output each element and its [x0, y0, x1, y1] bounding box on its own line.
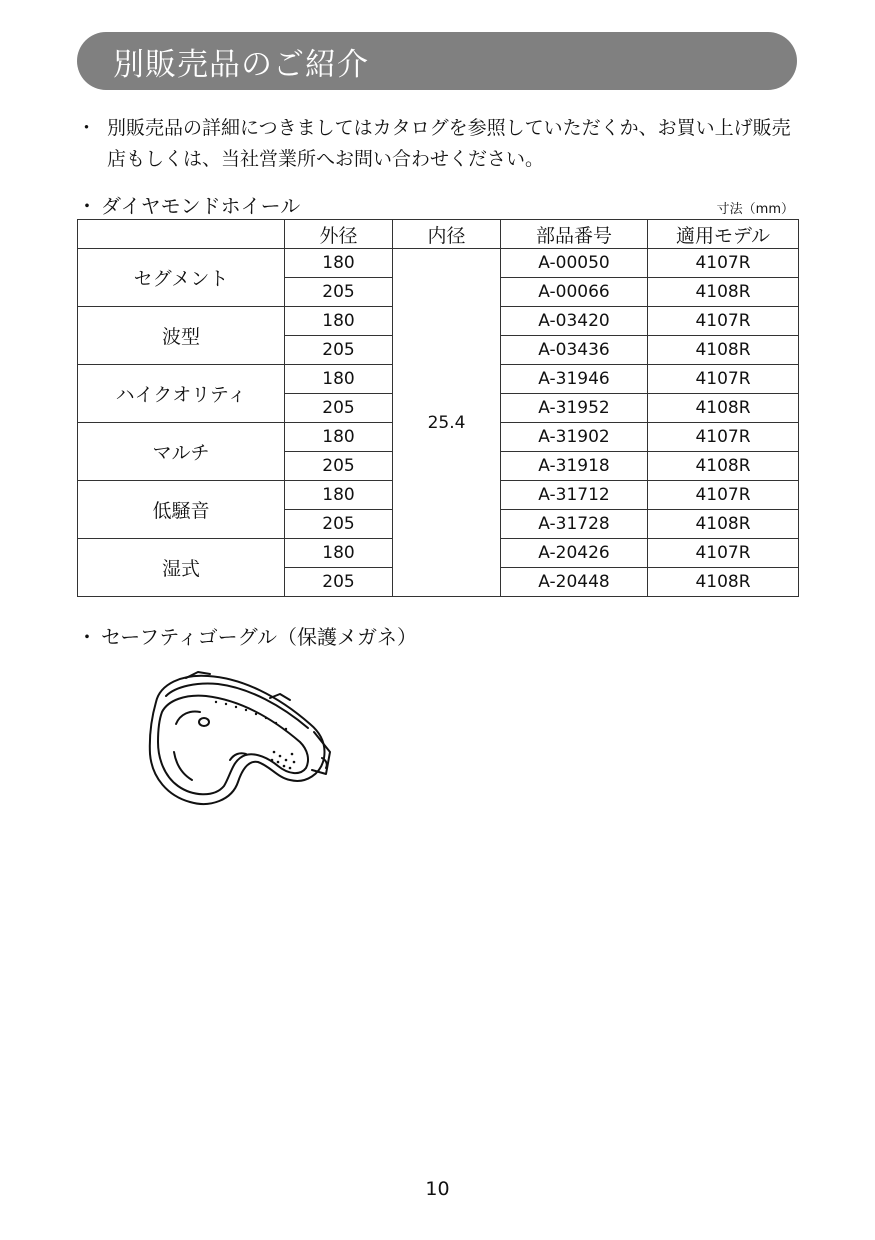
bullet: ・: [77, 117, 97, 139]
model-cell: 4108R: [648, 336, 799, 365]
diamond-wheel-heading: [77, 190, 300, 219]
wheel-type-cell: 湿式: [78, 539, 285, 597]
outer-diameter-cell: 180: [285, 539, 393, 568]
wheel-type-cell: セグメント: [78, 249, 285, 307]
intro-note: [77, 113, 799, 175]
model-cell: 4108R: [648, 568, 799, 597]
safety-goggle-illustration-icon: [146, 662, 338, 812]
outer-diameter-cell: 205: [285, 394, 393, 423]
section-header-bar: [77, 32, 797, 90]
table-header-row: [78, 220, 799, 249]
part-number-cell: A-20426: [501, 539, 648, 568]
model-cell: 4107R: [648, 365, 799, 394]
part-number-cell: A-31918: [501, 452, 648, 481]
model-cell: 4108R: [648, 394, 799, 423]
model-cell: 4107R: [648, 249, 799, 278]
part-number-cell: A-31728: [501, 510, 648, 539]
column-header-model: 適用モデル: [648, 220, 799, 249]
outer-diameter-cell: 205: [285, 278, 393, 307]
unit-note: 寸法（mm）: [716, 202, 794, 217]
outer-diameter-cell: 205: [285, 336, 393, 365]
bullet: ・: [77, 194, 97, 218]
column-header-inner-diameter: 内径: [393, 220, 501, 249]
model-cell: 4107R: [648, 481, 799, 510]
bullet: ・: [77, 625, 97, 649]
inner-diameter-cell: 25.4: [393, 249, 501, 597]
outer-diameter-cell: 180: [285, 423, 393, 452]
outer-diameter-cell: 205: [285, 510, 393, 539]
part-number-cell: A-00050: [501, 249, 648, 278]
part-number-cell: A-03436: [501, 336, 648, 365]
part-number-cell: A-00066: [501, 278, 648, 307]
page-title: 別販売品のご紹介: [113, 46, 369, 83]
wheel-type-cell: 波型: [78, 307, 285, 365]
wheel-type-cell: マルチ: [78, 423, 285, 481]
column-header-type: [78, 220, 285, 249]
model-cell: 4107R: [648, 307, 799, 336]
model-cell: 4108R: [648, 510, 799, 539]
model-cell: 4107R: [648, 539, 799, 568]
model-cell: 4108R: [648, 452, 799, 481]
part-number-cell: A-31946: [501, 365, 648, 394]
diamond-wheel-title: ダイヤモンドホイール: [101, 194, 301, 218]
wheel-type-cell: 低騒音: [78, 481, 285, 539]
column-header-outer-diameter: 外径: [285, 220, 393, 249]
diamond-wheel-table: [77, 219, 799, 597]
safety-goggle-title: セーフティゴーグル（保護メガネ）: [101, 625, 417, 649]
wheel-type-cell: ハイクオリティ: [78, 365, 285, 423]
model-cell: 4107R: [648, 423, 799, 452]
outer-diameter-cell: 180: [285, 481, 393, 510]
safety-goggle-heading: [77, 621, 417, 650]
outer-diameter-cell: 180: [285, 307, 393, 336]
outer-diameter-cell: 205: [285, 568, 393, 597]
table-row: [78, 249, 799, 278]
outer-diameter-cell: 180: [285, 365, 393, 394]
part-number-cell: A-20448: [501, 568, 648, 597]
model-cell: 4108R: [648, 278, 799, 307]
column-header-part-number: 部品番号: [501, 220, 648, 249]
part-number-cell: A-31952: [501, 394, 648, 423]
outer-diameter-cell: 180: [285, 249, 393, 278]
outer-diameter-cell: 205: [285, 452, 393, 481]
part-number-cell: A-31902: [501, 423, 648, 452]
intro-note-text: 別販売品の詳細につきましてはカタログを参照していただくか、お買い上げ販売店もしくは、当社営業所へお問い合わせください。: [107, 117, 791, 170]
part-number-cell: A-03420: [501, 307, 648, 336]
page-number: 10: [425, 1178, 450, 1200]
part-number-cell: A-31712: [501, 481, 648, 510]
